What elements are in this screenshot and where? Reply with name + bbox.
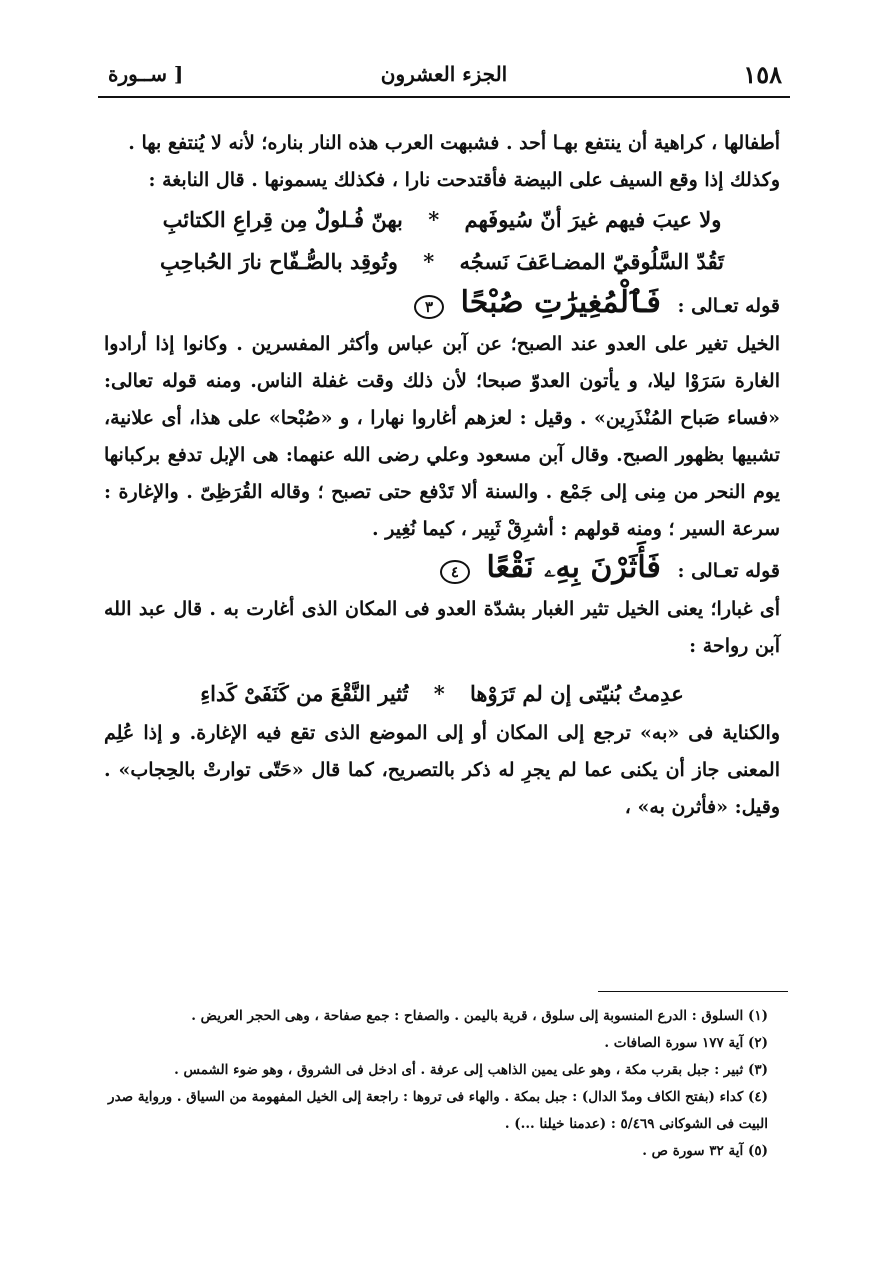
ayah-number-icon: ٤ bbox=[440, 560, 470, 584]
verse-hemistich: ولا عيبَ فيهم غيرَ أنّ سُيوفَهم bbox=[464, 207, 722, 232]
verse-separator: * bbox=[433, 681, 445, 706]
main-text bbox=[104, 125, 780, 826]
footnote: (٣) ثبير : جبل بقرب مكة ، وهو على يمين الذاهب إلى عرفة . أى ادخل فى الشروق ، وهو ضوء الشمس . bbox=[174, 1062, 768, 1078]
page-number: ١٥٨ bbox=[743, 60, 782, 89]
verse-hemistich: عدِمتُ بُنيّتى إن لم تَرَوْها bbox=[470, 681, 684, 706]
verse-hemistich: بهنّ فُـلولٌ مِن قِراعِ الكتائبِ bbox=[162, 207, 403, 232]
poetry-verse bbox=[104, 199, 780, 241]
quran-verse-heading bbox=[104, 548, 780, 591]
running-title: الجزء العشرون bbox=[380, 62, 508, 86]
footnote: (٤) كداء (بفتح الكاف ومدّ الدال) : جبل بمكة . والهاء فى تروها : راجعة إلى الخيل المفهومة من السياق . ورواية صدر البيت فى الشوكانى ٥/٤٦٩ : (عدمنا خيلنا ...) . bbox=[108, 1089, 768, 1132]
footnote: (٢) آية ١٧٧ سورة الصافات . bbox=[604, 1035, 768, 1051]
paragraph: والكناية فى «به» ترجع إلى المكان أو إلى الموضع الذى تقع فيه الإغارة. و إذا عُلِم المعنى جاز أن يكنى عما لم يجرِ له ذكر بالتصريح، كما قال «حَتّى توارتْ بالحِجاب» . وقيل: «فأثرن به» ، bbox=[104, 722, 780, 818]
heading-label: قوله تعـالى : bbox=[677, 295, 780, 317]
surah-label: [ ســورة bbox=[108, 62, 184, 86]
footnote: (١) السلوق : الدرع المنسوبة إلى سلوق ، قرية باليمن . والصفاح : جمع صفاحة ، وهى الحجر العريض . bbox=[191, 1008, 768, 1024]
header-rule bbox=[98, 96, 790, 98]
poetry-verse bbox=[104, 241, 780, 283]
verse-hemistich: تُثير النَّقْعَ من كَنَفَىْ كَداءِ bbox=[200, 681, 409, 706]
page-header bbox=[98, 58, 790, 96]
quran-ayah-text: فَأَثَرْنَ بِهِۦ نَقْعًا bbox=[486, 550, 661, 585]
paragraph: الخيل تغير على العدو عند الصبح؛ عن آبن عباس وأكثر المفسرين . وكانوا إذا أرادوا الغارة سَرَوْا ليلا، و يأتون العدوّ صبحا؛ لأن ذلك وقت غفلة الناس. ومنه قوله تعالى: «فساء صَباح المُنْذَرِين» . وقيل : لعزهم أغاروا نهارا ، و «صُبْحا» على هذا، أى علانية، تشبيها بظهور الصبح. وقال آبن مسعود وعلي رضى الله عنهما: هى الإبل تدفع بركبانها يوم النحر من مِنى إلى جَمْع . والسنة ألا تَدْفع حتى تصبح ؛ وقاله القُرَظِىّ . والإغارة : سرعة السير ؛ ومنه قولهم : أشرِقْ ثَبِير ، كيما نُغِير . bbox=[104, 333, 780, 540]
quran-verse-heading bbox=[104, 283, 780, 326]
quran-ayah-text: فَٱلْمُغِيرَٰتِ صُبْحًا bbox=[460, 285, 661, 320]
verse-hemistich: وتُوقِد بالصُّـفّاح نارَ الحُباحِبِ bbox=[159, 249, 398, 274]
paragraph: أطفالها ، كراهية أن ينتفع بهـا أحد . فشبهت العرب هذه النار بناره؛ لأنه لا يُنتفع بها . bbox=[128, 132, 780, 154]
ayah-number-icon: ٣ bbox=[414, 295, 444, 319]
footnote: (٥) آية ٣٢ سورة ص . bbox=[642, 1143, 768, 1159]
footnotes bbox=[104, 1003, 768, 1165]
poetry-verse bbox=[104, 673, 780, 715]
footnote-rule bbox=[598, 991, 788, 992]
heading-label: قوله تعـالى : bbox=[677, 560, 780, 582]
verse-separator: * bbox=[428, 207, 440, 232]
paragraph: أى غبارا؛ يعنى الخيل تثير الغبار بشدّة العدو فى المكان الذى أغارت به . قال عبد الله آبن رواحة : bbox=[104, 598, 780, 657]
paragraph: وكذلك إذا وقع السيف على البيضة فأقتدحت نارا ، فكذلك يسمونها . قال النابغة : bbox=[148, 169, 780, 191]
verse-separator: * bbox=[423, 249, 435, 274]
verse-hemistich: تَقُدّ السَّلُوقيّ المضـاعَفَ نَسجُه bbox=[459, 249, 725, 274]
